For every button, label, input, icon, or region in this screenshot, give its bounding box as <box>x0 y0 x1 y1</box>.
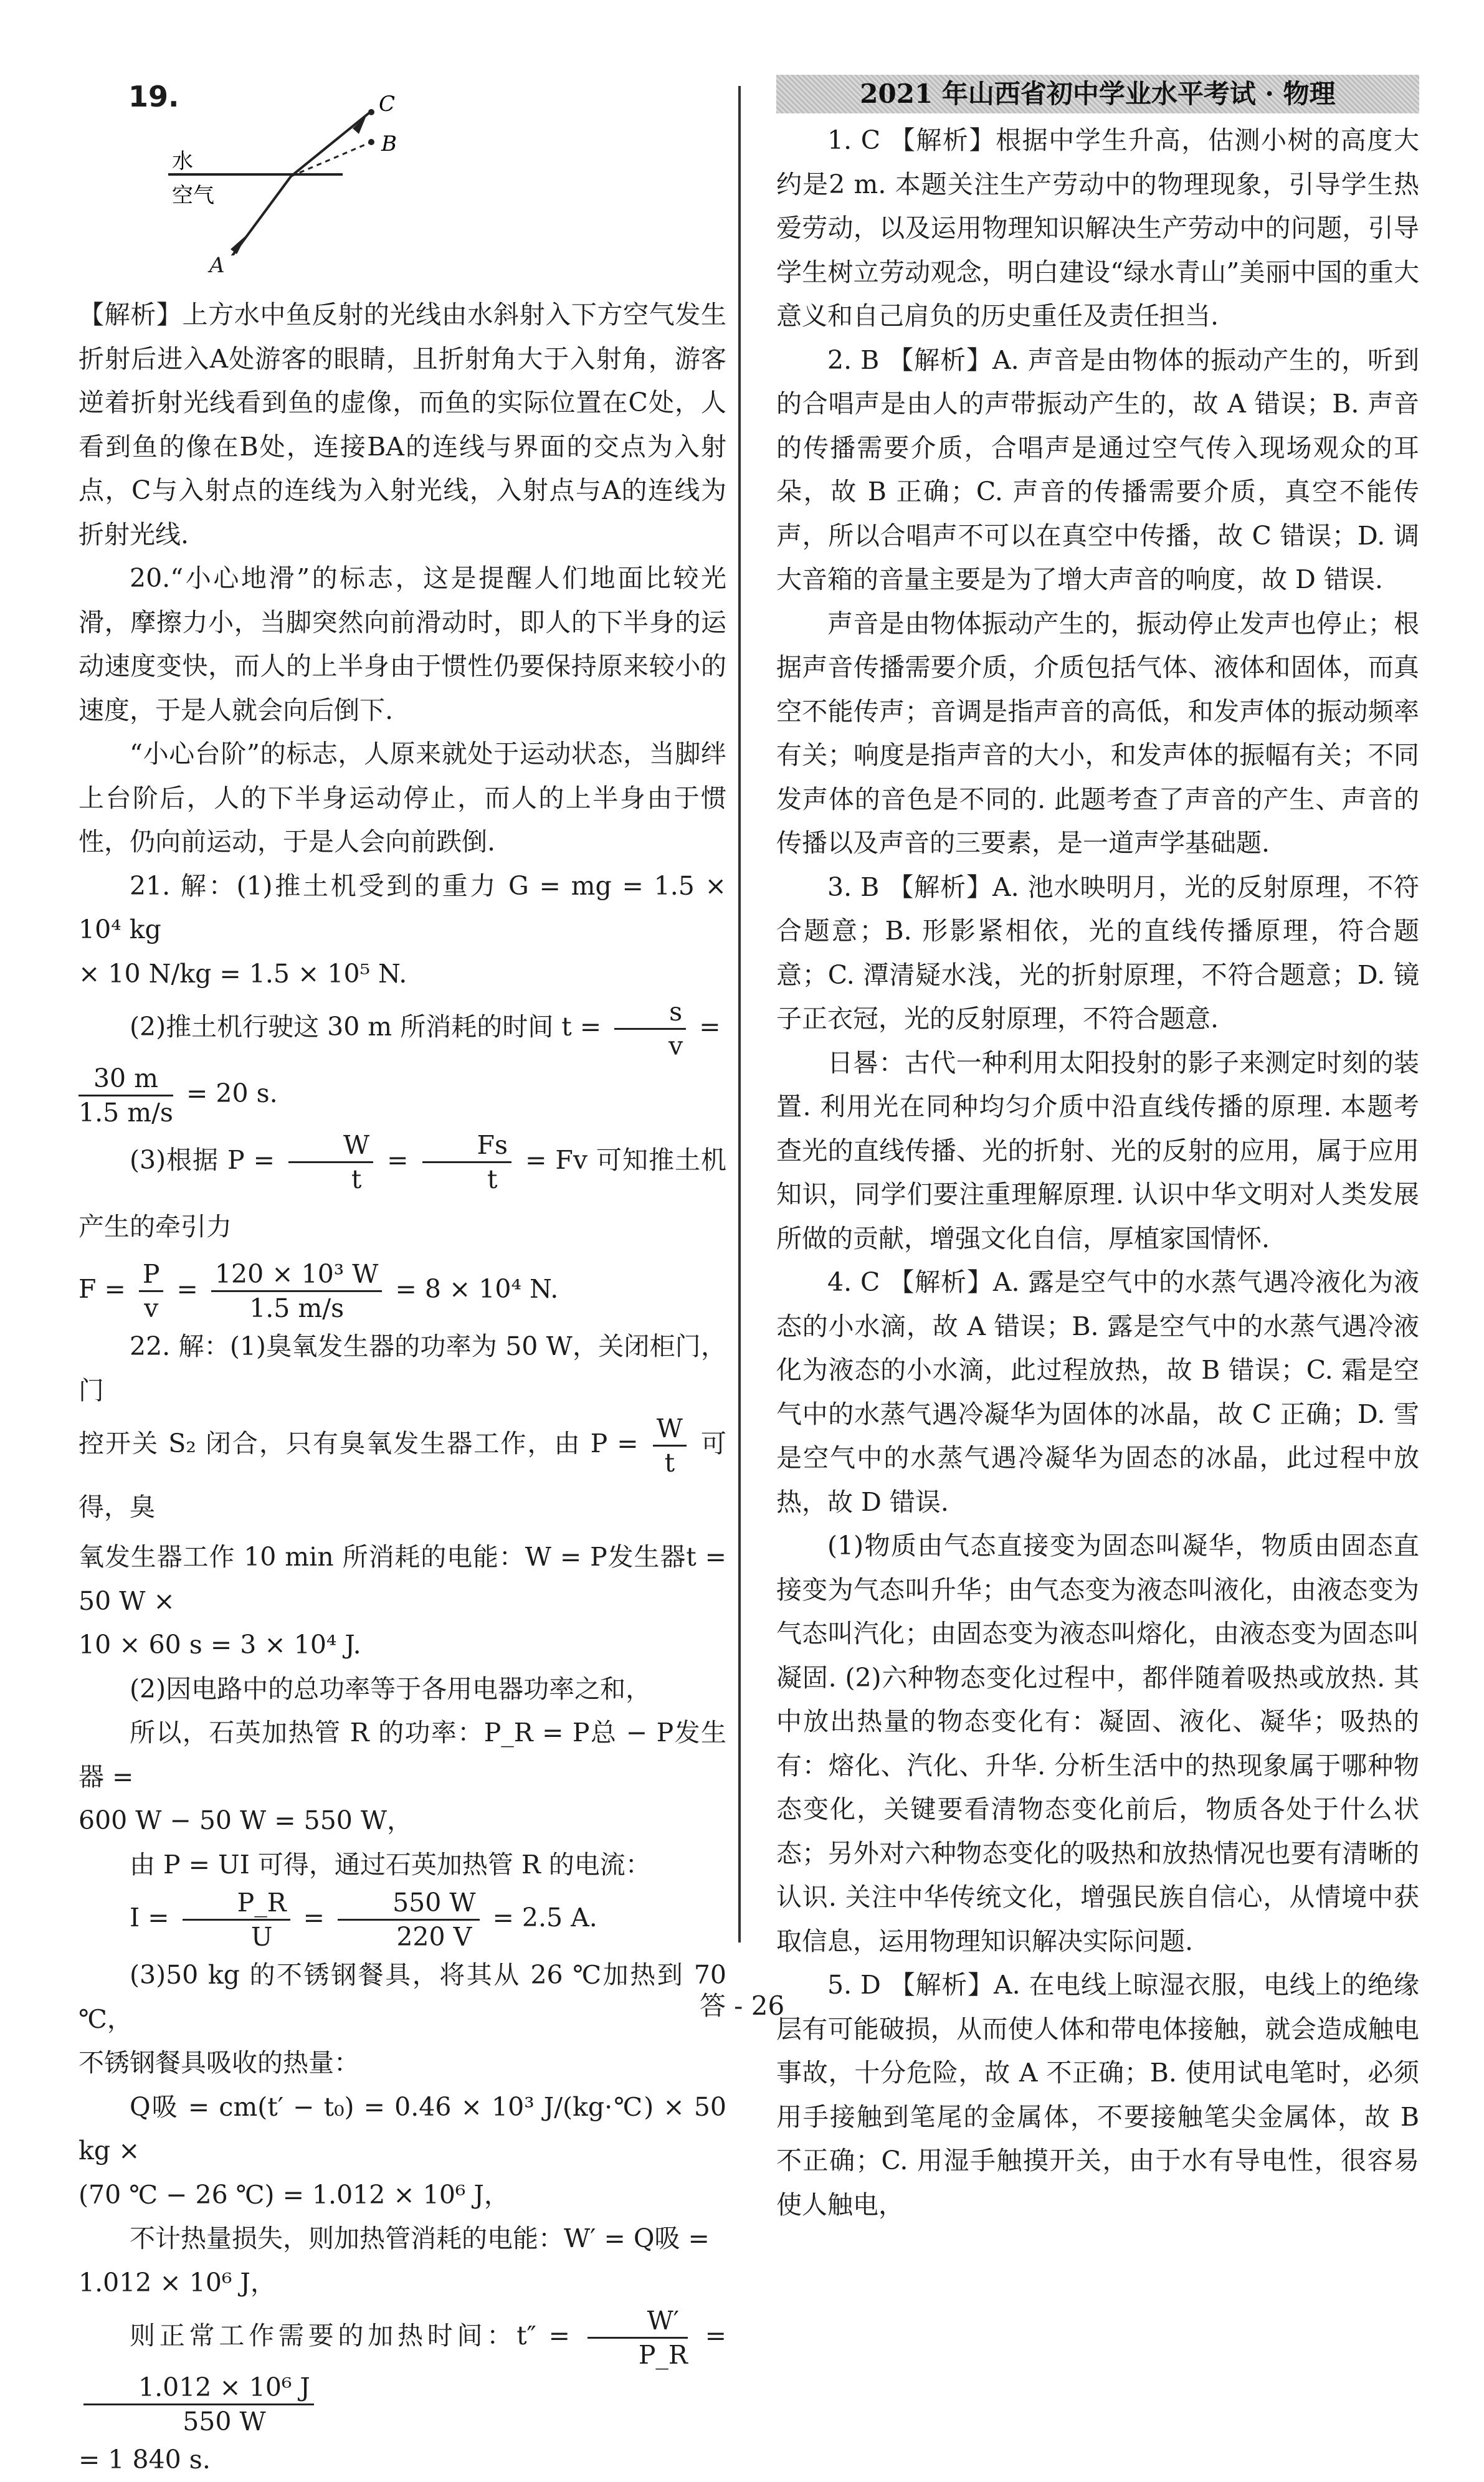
q21-frac4-den: t <box>487 1164 498 1194</box>
question-22-line-1: 22. 解：(1)臭氧发生器的功率为 50 W，关闭柜门，门 <box>78 1331 726 1405</box>
q22-frac5-num: 1.012 × 10⁶ J <box>83 2371 314 2405</box>
q21-frac2-num: 30 m <box>78 1062 173 1096</box>
q22-pr-over-u <box>183 1886 290 1953</box>
question-21-line-1: 21. 解：(1)推土机受到的重力 G = mg = 1.5 × 10⁴ kg <box>78 870 726 944</box>
question-22-line-12: Q吸 = cm(t′ − t₀) = 0.46 × 10³ J/(kg·℃) × 50 kg × <box>78 2091 726 2166</box>
q21-p-over-v <box>139 1258 164 1324</box>
label-a: A <box>209 253 225 278</box>
label-b: B <box>381 131 397 156</box>
question-22-line-14: 不计热量损失，则加热管消耗的电能：W′ = Q吸 = <box>130 2223 710 2253</box>
q22-current-eq: = <box>303 1903 325 1933</box>
answer-4-note: (1)物质由气态直接变为固态叫凝华，物质由固态直接变为气态叫升华；由气态变为液态叫液化，由液态变为气态叫汽化；由固态变为液态叫熔化，由液态变为固态叫凝固. (2)六种物态变化过程中，都伴随着吸热或放热. 其中放出热量的物态变化有：凝固、液化、凝华；吸热的有：熔化、汽化、升华. 分析生活中的热现象属于哪种物态变化，关键要看清物态变化前后，物质各处于什么状态；另外对六种物态变化的吸热和放热情况也要有清晰的认识. 关注中华传统文化，增强民族自信心，从情境中获取信息，运用物理知识解决实际问题. <box>776 1531 1419 1956</box>
q21-fs-over-t <box>422 1129 512 1196</box>
refraction-diagram <box>78 75 452 255</box>
answer-2-note: 声音是由物体振动产生的，振动停止发声也停止；根据声音传播需要介质，介质包括气体、液体和固体，而真空不能传声；音调是指声音的高低，和发声体的振动频率有关；响度是指声音的大小，和发声体的振幅有关；不同发声体的音色是不同的. 此题考查了声音的产生、声音的传播以及声音的三要素，是一道声学基础题. <box>776 608 1419 858</box>
q22-w-over-pr <box>587 2304 688 2371</box>
q22-frac5-den: 550 W <box>183 2407 266 2437</box>
virtual-image-line <box>291 142 371 176</box>
refracted-ray <box>217 176 291 255</box>
question-21-line-2: × 10 N/kg = 1.5 × 10⁵ N. <box>78 958 407 989</box>
question-20-paragraph-1: 20.“小心地滑”的标志，这是提醒人们地面比较光滑，摩擦力小，当脚突然向前滑动时，即人的下半身的运动速度变快，而人的上半身由于惯性仍要保持原来较小的速度，于是人就会向后倒下. <box>78 563 726 725</box>
question-22-line-5: (2)因电路中的总功率等于各用电器功率之和， <box>130 1673 652 1704</box>
q21-power-rest: = Fv 可知推土机产生的牵引力 <box>78 1145 726 1242</box>
question-22-line-2 <box>78 1412 726 1535</box>
q22-frac-den: t <box>664 1448 675 1478</box>
answer-5: 5. D 【解析】A. 在电线上晾湿衣服，电线上的绝缘层有可能破损，从而使人体和带电体接触，就会造成触电事故，十分危险，故 A 不正确；B. 使用试电笔时，必须用手接触到笔尾的金属体，不要接触笔尖金属体，故 B 不正确；C. 用湿手触摸开关，由于水有导电性，很容易使人触电， <box>776 1970 1419 2220</box>
q22-frac4-num: W′ <box>587 2304 688 2339</box>
question-22-line-17: = 1 840 s. <box>78 2445 211 2475</box>
q22-frac2-num: P_R <box>183 1886 290 1921</box>
question-22-line-7: 600 W − 50 W = 550 W， <box>78 1805 413 1835</box>
q21-frac-den: v <box>668 1031 683 1061</box>
q22-energy-over-power <box>83 2371 314 2438</box>
refracted-ray-arrow <box>231 235 247 254</box>
q21-power-eq: = <box>387 1145 409 1175</box>
q21-power-text: (3)根据 P = <box>130 1145 275 1175</box>
q22-frac-num: W <box>653 1412 687 1447</box>
question-22-line-4: 10 × 60 s = 3 × 10⁴ J. <box>78 1630 361 1660</box>
question-22-time <box>78 2304 726 2438</box>
question-20-paragraph-2: “小心台阶”的标志，人原来就处于运动状态，当脚绊上台阶后，人的下半身运动停止，而人的上半身由于惯性，仍向前运动，于是人会向前跌倒. <box>78 739 726 857</box>
q22-current-result: = 2.5 A. <box>492 1903 597 1933</box>
point-c <box>368 109 374 115</box>
q21-force-result: = 8 × 10⁴ N. <box>395 1274 559 1304</box>
q21-w-over-t <box>288 1129 373 1196</box>
q21-distance-over-speed <box>78 1062 173 1129</box>
q21-frac5-num: P <box>139 1258 164 1292</box>
q22-frac4-den: P_R <box>638 2340 688 2370</box>
question-22-current <box>78 1886 726 1953</box>
question-22-line-13: (70 ℃ − 26 ℃) = 1.012 × 10⁶ J， <box>78 2179 510 2210</box>
question-22-line-10: (3)50 kg 的不锈钢餐具，将其从 26 ℃加热到 70 ℃， <box>78 1960 726 2034</box>
answer-4: 4. C 【解析】A. 露是空气中的水蒸气遇冷液化为液态的小水滴，故 A 错误；B. 露是空气中的水蒸气遇冷液化为液态的小水滴，此过程放热，故 B 错误；C. 霜是空气中的水蒸气遇冷凝华为固体的冰晶，故 C 正确；D. 雪是空气中的水蒸气遇冷凝华为固态的冰晶，此过程中放热，故 D 错误. <box>776 1267 1419 1517</box>
q21-power-over-speed <box>211 1258 382 1324</box>
q22-current-text: I = <box>130 1903 169 1933</box>
q21-frac6-num: 120 × 10³ W <box>211 1258 382 1292</box>
q22-frac3-den: 220 V <box>396 1922 472 1952</box>
right-column <box>776 75 1419 2227</box>
q21-time-eq: = <box>699 1012 721 1042</box>
q22-550-over-220 <box>338 1886 479 1953</box>
point-b <box>368 139 374 145</box>
q21-frac3-den: t <box>351 1164 362 1194</box>
question-22-line-3: 氧发生器工作 10 min 所消耗的电能：W = P发生器t = 50 W × <box>78 1542 726 1616</box>
q21-frac3-num: W <box>288 1129 373 1163</box>
q21-s-over-v <box>614 996 686 1062</box>
q22-line2-text: 控开关 S₂ 闭合，只有臭氧发生器工作，由 P = <box>78 1429 639 1458</box>
q21-frac6-den: 1.5 m/s <box>249 1293 345 1323</box>
left-column <box>78 75 726 2482</box>
label-c: C <box>379 92 396 116</box>
q21-time-text: (2)推土机行驶这 30 m 所消耗的时间 t = <box>130 1012 602 1042</box>
label-water: 水 <box>172 149 193 174</box>
exam-title-banner: 2021 年山西省初中学业水平考试 · 物理 <box>776 75 1419 113</box>
q21-frac5-den: v <box>144 1293 159 1323</box>
incident-ray <box>291 112 370 176</box>
q22-frac3-num: 550 W <box>338 1886 479 1921</box>
question-22-line-11: 不锈钢餐具吸收的热量： <box>78 2048 359 2078</box>
q21-frac-num: s <box>614 996 686 1030</box>
question-21-time <box>78 996 726 1062</box>
q21-frac2-den: 1.5 m/s <box>78 1098 173 1128</box>
page-number: 答 - 26 <box>699 1990 785 2021</box>
q22-time-eq: = <box>705 2321 726 2351</box>
answer-3: 3. B 【解析】A. 池水映明月，光的反射原理，不符合题意；B. 形影紧相依，光的直线传播原理，符合题意；C. 潭清疑水浅，光的折射原理，不符合题意；D. 镜子正衣冠，光的反射原理，不符合题意. <box>776 872 1419 1034</box>
q22-frac2-den: U <box>250 1922 273 1952</box>
question-21-time-result <box>78 1062 726 1129</box>
question-22-line-8: 由 P = UI 可得，通过石英加热管 R 的电流： <box>130 1849 651 1880</box>
column-divider <box>738 86 741 1942</box>
question-19-analysis: 【解析】上方水中鱼反射的光线由水斜射入下方空气发生折射后进入A处游客的眼睛，且折射角大于入射角，游客逆着折射光线看到鱼的虚像，而鱼的实际位置在C处，人看到鱼的像在B处，连接BA的连线与界面的交点为入射点，C与入射点的连线为入射光线，入射点与A的连线为折射光线. <box>78 300 726 549</box>
question-22-line-15: 1.012 × 10⁶ J， <box>78 2267 276 2298</box>
q22-time-text: 则正常工作需要的加热时间：t″ = <box>130 2321 571 2351</box>
q21-frac4-num: Fs <box>422 1129 512 1163</box>
q21-force-eq: = <box>176 1274 198 1304</box>
q22-line2-rest: 可得，臭 <box>78 1429 726 1522</box>
question-21-force <box>78 1258 726 1324</box>
answer-1: 1. C 【解析】根据中学生升高，估测小树的高度大约是2 m. 本题关注生产劳动中的物理现象，引导学生热爱劳动，以及运用物理知识解决生产劳动中的问题，引导学生树立劳动观念，明白建设“绿水青山”美丽中国的重大意义和自己肩负的历史重任及责任担当. <box>776 125 1419 331</box>
q22-w-over-t <box>653 1412 687 1479</box>
question-19-number: 19. <box>128 80 179 113</box>
question-21-power <box>78 1129 726 1258</box>
question-19-figure <box>78 75 726 278</box>
q21-time-result-text: = 20 s. <box>186 1078 278 1108</box>
q21-force-text: F = <box>78 1274 126 1304</box>
question-22-line-6: 所以，石英加热管 R 的功率：P_R = P总 − P发生器 = <box>78 1718 726 1792</box>
answer-2: 2. B 【解析】A. 声音是由物体的振动产生的，听到的合唱声是由人的声带振动产生的，故 A 错误；B. 声音的传播需要介质，合唱声是通过空气传入现场观众的耳朵，故 B 正确；C. 声音的传播需要介质，真空不能传声，所以合唱声不可以在真空中传播，故 C 错误；D. 调大音箱的音量主要是为了增大声音的响度，故 D 错误. <box>776 345 1419 594</box>
label-air: 空气 <box>172 183 214 208</box>
answer-3-note: 日晷：古代一种利用太阳投射的影子来测定时刻的装置. 利用光在同种均匀介质中沿直线传播的原理. 本题考查光的直线传播、光的折射、光的反射的应用，属于应用知识，同学们要注重理解原理. 认识中华文明对人类发展所做的贡献，增强文化自信，厚植家国情怀. <box>776 1047 1419 1253</box>
